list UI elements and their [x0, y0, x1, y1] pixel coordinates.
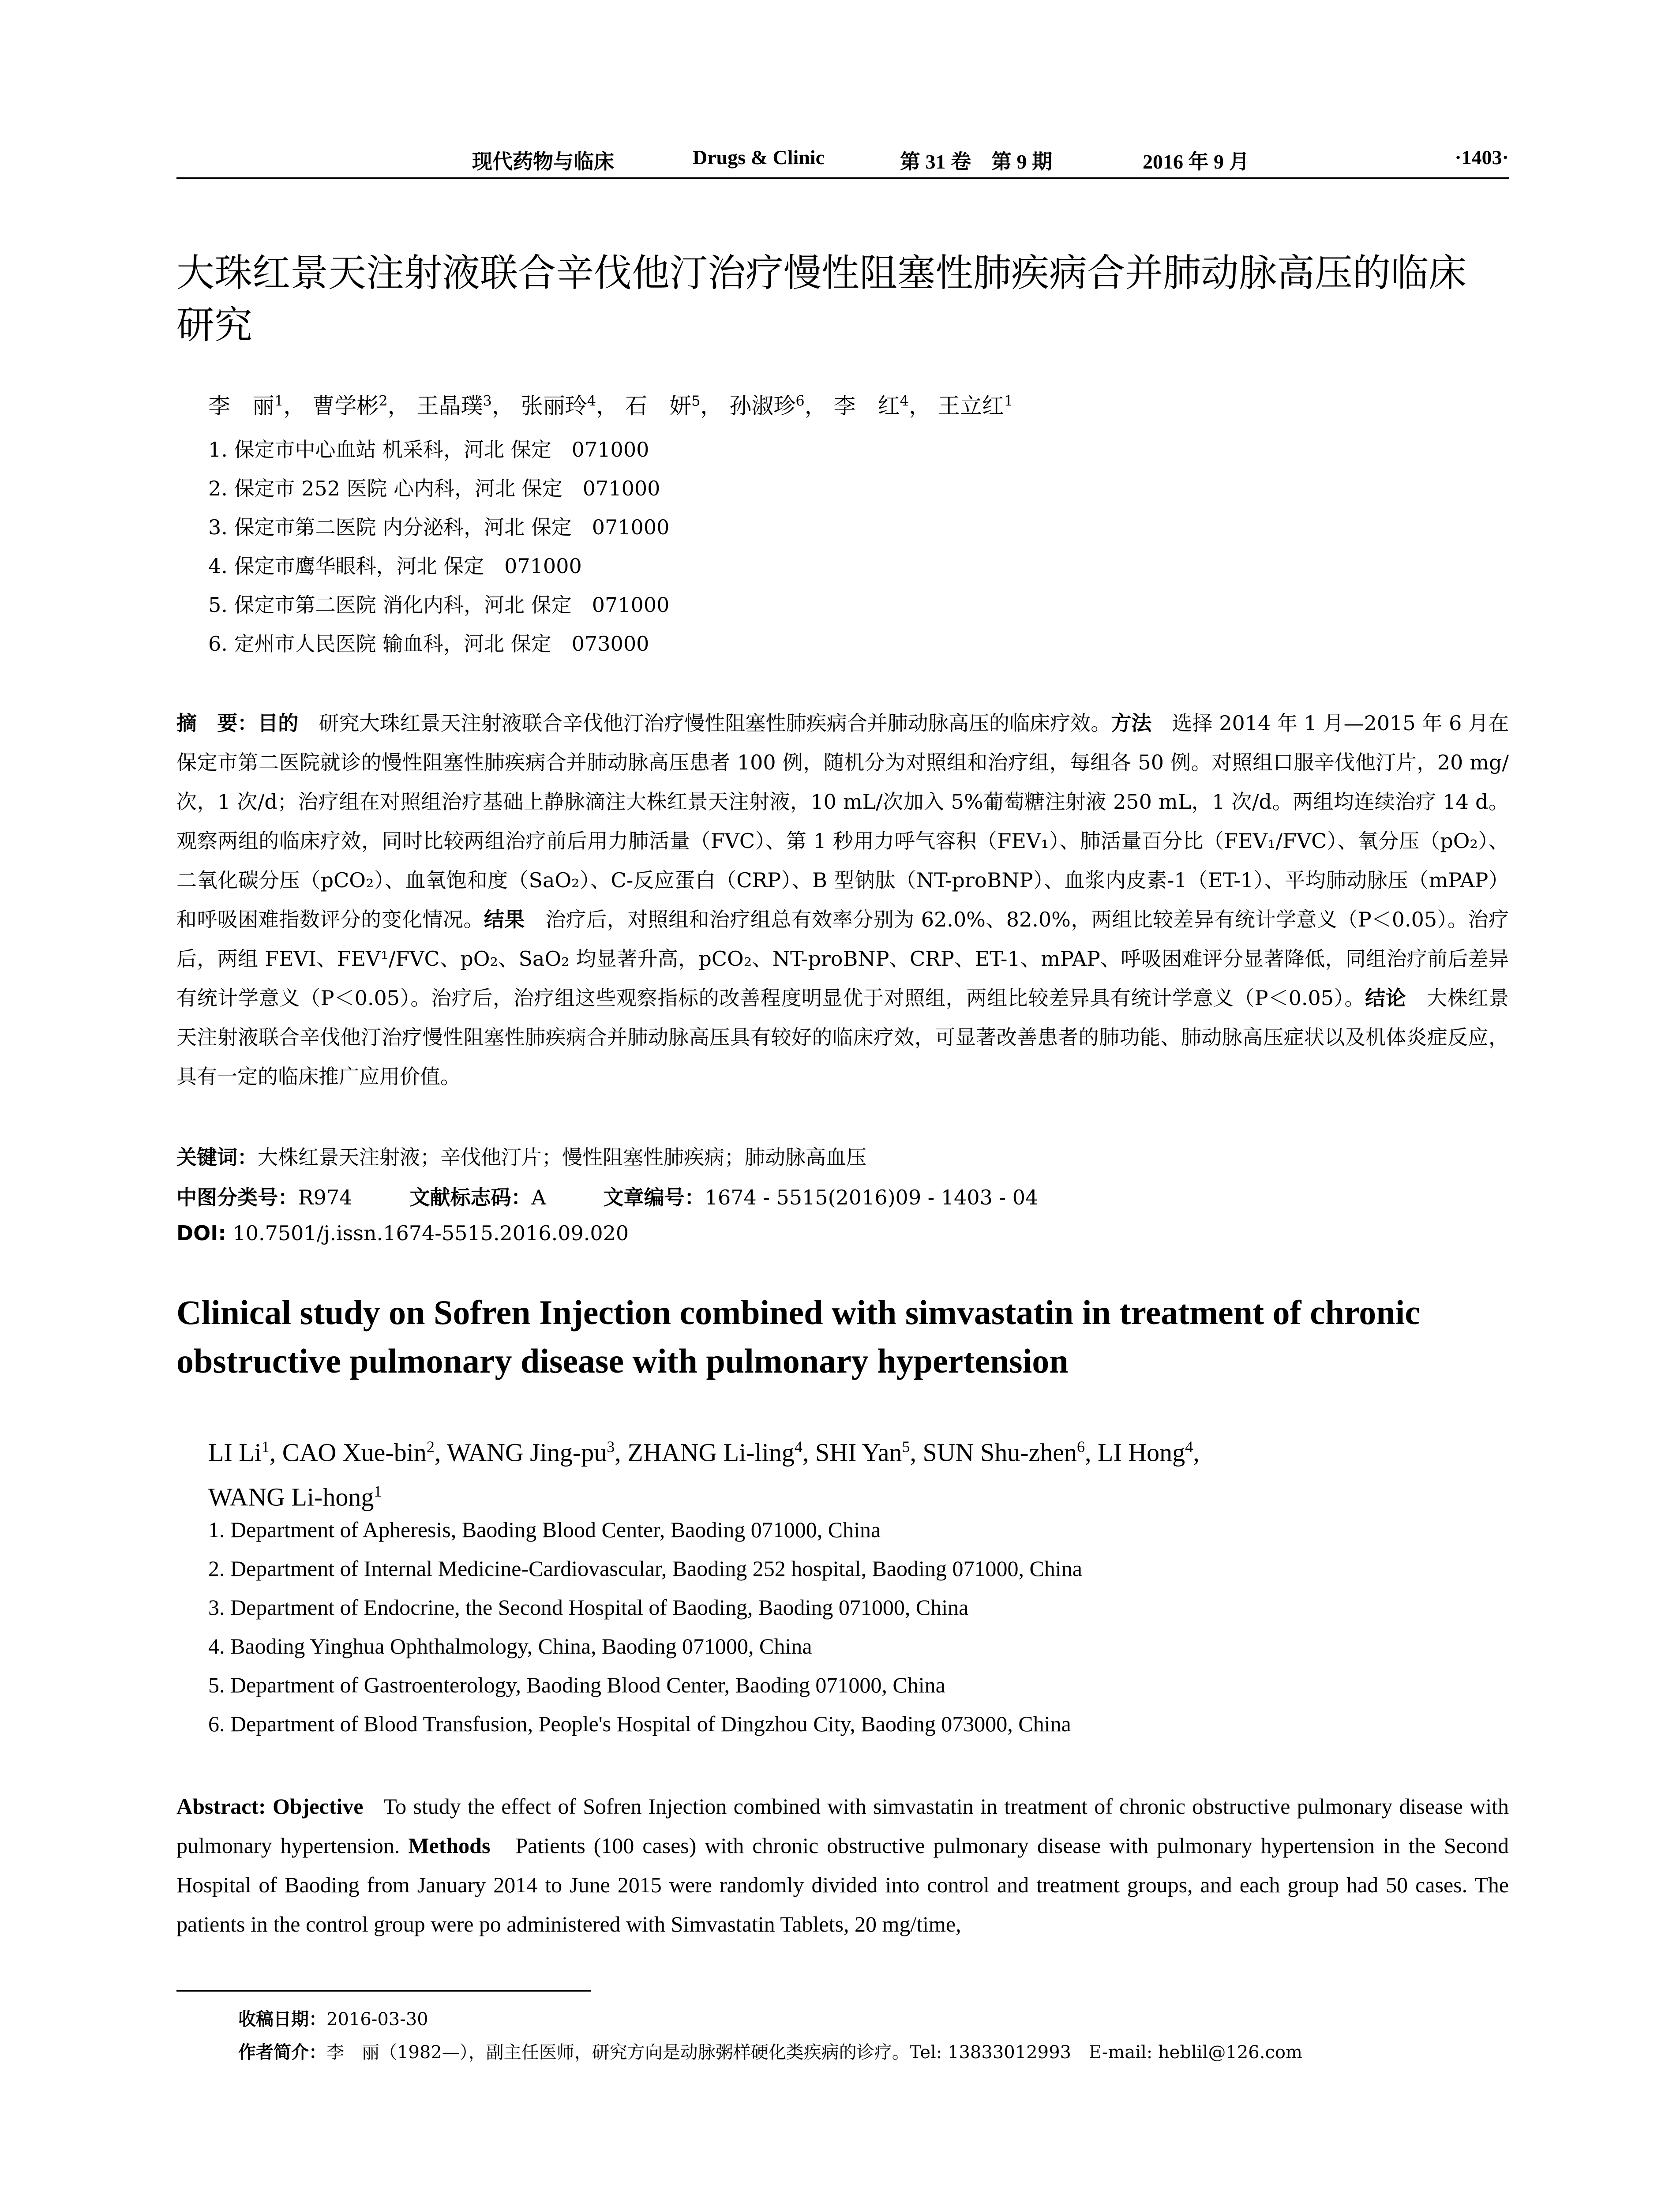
author-name: LI Hong: [1098, 1438, 1185, 1467]
author-name: 孙淑珍: [729, 393, 796, 419]
affiliation-item: 4. Baoding Yinghua Ophthalmology, China, Baoding 071000, China: [208, 1634, 812, 1658]
doi-line: [176, 1221, 629, 1245]
affiliation-list-en: [208, 1510, 1082, 1743]
author-name: CAO Xue-bin: [282, 1438, 427, 1467]
methods-label: 方法: [1111, 711, 1152, 735]
conclusion-label: 结论: [1365, 986, 1406, 1010]
author-affil-mark: 1: [261, 1438, 270, 1456]
author-affil-mark: 1: [1004, 392, 1013, 409]
objective-label: 目的: [258, 711, 299, 735]
doc-code-label: 文献标志码：: [409, 1186, 532, 1209]
author-name: 石 妍: [625, 393, 692, 419]
article-no-value: 1674 - 5515(2016)09 - 1403 - 04: [705, 1186, 1039, 1209]
affiliation-item: 3. 保定市第二医院 内分泌科，河北 保定 071000: [208, 515, 670, 539]
volume-issue: 第 31 卷 第 9 期: [900, 150, 1052, 173]
article-no-label: 文章编号：: [603, 1186, 705, 1209]
abstract-label: Abstract:: [176, 1794, 266, 1819]
author-affil-mark: 2: [379, 392, 388, 409]
author-name: WANG Li-hong: [208, 1482, 374, 1512]
affiliation-item: 2. Department of Internal Medicine-Cardiovascular, Baoding 252 hospital, Baoding 071000, China: [208, 1556, 1082, 1581]
affiliation-item: 4. 保定市鹰华眼科，河北 保定 071000: [208, 554, 582, 578]
author-affil-mark: 2: [426, 1438, 435, 1456]
results-text: 治疗后，对照组和治疗组总有效率分别为 62.0%、82.0%，两组比较差异有统计学意义（P＜0.05）。治疗后，两组 FEVI、FEV¹/FVC、pO₂、SaO₂ 均显著升高，pCO₂、NT-proBNP、CRP、ET-1、mPAP、呼吸困难评分显著降低，同组治疗前后差异有统计学意义（P＜0.05）。治疗后，治疗组这些观察指标的改善程度明显优于对照组，两组比较差异具有统计学意义（P＜0.05）。: [176, 908, 1509, 1010]
results-label: 结果: [484, 908, 525, 931]
author-name: SHI Yan: [815, 1438, 902, 1467]
author-affil-mark: 6: [1077, 1438, 1085, 1456]
author-name: LI Li: [208, 1438, 262, 1467]
author-affil-mark: 3: [607, 1438, 615, 1456]
affiliation-item: 1. Department of Apheresis, Baoding Blood Center, Baoding 071000, China: [208, 1517, 881, 1542]
author-affil-mark: 3: [483, 392, 492, 409]
author-name: SUN Shu-zhen: [922, 1438, 1077, 1467]
page-number: ·1403·: [1455, 146, 1509, 169]
affiliation-item: 5. 保定市第二医院 消化内科，河北 保定 071000: [208, 593, 670, 617]
classification-line: [176, 1182, 1038, 1211]
author-name: 张丽玲: [521, 393, 587, 419]
author-affil-mark: 1: [374, 1482, 382, 1501]
author-affil-mark: 1: [274, 392, 284, 409]
abstract-cn: [176, 704, 1509, 1096]
author-list-cn: 李 丽$^1$， 曹学彬$^2$， 王晶璞$^3$， 张丽玲$^4$， 石 妍$^5$， 孙淑珍$^6$， 李 红$^4$， 王立红$^1$: [208, 392, 1013, 419]
title-en: Clinical study on Sofren Injection combined with simvastatin in treatment of chronic obstructive pulmonary disease with pulmonary hypertension: [176, 1293, 1420, 1380]
author-name: ZHANG Li-ling: [627, 1438, 795, 1467]
journal-name-en: Drugs & Clinic: [693, 146, 825, 169]
author-name: 王晶璞: [416, 393, 483, 419]
author-name: 王立红: [938, 393, 1004, 419]
affiliation-item: 3. Department of Endocrine, the Second Hospital of Baoding, Baoding 071000, China: [208, 1595, 969, 1620]
author-bio-label: 作者简介：: [238, 2042, 326, 2063]
abstract-en: [176, 1787, 1509, 1944]
author-name: WANG Jing-pu: [446, 1438, 607, 1467]
author-list-en: LI Li$^1$, CAO Xue-bin$^2$, WANG Jing-$pu^3$, ZHANG Li-ling$^4$, SHI Yan$^5$, SUN Shu-zhen$^6$, LI Hong$^4$, WANG Li-hong$^1$: [208, 1438, 1200, 1512]
affiliation-item: 2. 保定市 252 医院 心内科，河北 保定 071000: [208, 476, 660, 500]
objective-text: 研究大珠红景天注射液联合辛伐他汀治疗慢性阻塞性肺疾病合并肺动脉高压的临床疗效。: [319, 711, 1111, 735]
author-affil-mark: 4: [1185, 1438, 1193, 1456]
author-name: 李 丽: [208, 393, 274, 419]
objective-text: To study the effect of Sofren Injection combined with simvastatin in treatment of chronic obstructive pulmonary disease with pulmonary hypertension.: [176, 1794, 1509, 1858]
author-affil-mark: 4: [794, 1438, 802, 1456]
author-affil-mark: 5: [691, 392, 701, 409]
keywords-text: 大株红景天注射液；辛伐他汀片；慢性阻塞性肺疾病；肺动脉高血压: [258, 1145, 866, 1169]
footnote-divider: [176, 1990, 591, 1992]
abstract-label: 摘 要：: [176, 711, 258, 735]
received-date-note: [238, 2005, 428, 2030]
journal-name-cn: 现代药物与临床: [472, 150, 614, 173]
author-bio-text: 李 丽（1982—），副主任医师，研究方向是动脉粥样硬化类疾病的诊疗。Tel: 13833012993 E-mail: heblil@126.com: [326, 2042, 1302, 2063]
header-divider: [176, 177, 1509, 179]
author-affil-mark: 6: [795, 392, 805, 409]
affiliation-item: 6. 定州市人民医院 输血科，河北 保定 073000: [208, 632, 649, 656]
affiliation-item: 6. Department of Blood Transfusion, People's Hospital of Dingzhou City, Baoding 073000, China: [208, 1711, 1071, 1736]
author-name: 曹学彬: [312, 393, 379, 419]
running-header: [176, 142, 1509, 173]
clc-label: 中图分类号：: [176, 1186, 298, 1209]
author-affil-mark: 4: [587, 392, 596, 409]
author-name: 李 红: [833, 393, 900, 419]
methods-text: Patients (100 cases) with chronic obstructive pulmonary disease with pulmonary hypertension in the Second Hospital of Baoding from January 2014 to June 2015 were randomly divided into control and treatment groups, and each group had 50 cases. The patients in the control group were po administered with Simvastatin Tablets, 20 mg/time,: [176, 1833, 1509, 1936]
methods-label: Methods: [408, 1833, 491, 1858]
doc-code-value: A: [531, 1186, 546, 1209]
conclusion-text: 大株红景天注射液联合辛伐他汀治疗慢性阻塞性肺疾病合并肺动脉高压具有较好的临床疗效，可显著改善患者的肺功能、肺动脉高压症状以及机体炎症反应，具有一定的临床推广应用价值。: [176, 986, 1509, 1088]
keywords-label: 关键词：: [176, 1145, 258, 1169]
objective-label: Objective: [272, 1794, 364, 1819]
doi-label: DOI:: [176, 1221, 226, 1245]
author-affil-mark: 5: [902, 1438, 910, 1456]
publication-date: 2016 年 9 月: [1143, 150, 1249, 173]
doi-value: 10.7501/j.issn.1674-5515.2016.09.020: [232, 1221, 629, 1245]
methods-text: 选择 2014 年 1 月—2015 年 6 月在保定市第二医院就诊的慢性阻塞性肺疾病合并肺动脉高压患者 100 例，随机分为对照组和治疗组，每组各 50 例。对照组口服辛伐他汀片，20 mg/次，1 次/d；治疗组在对照组治疗基础上静脉滴注大株红景天注射液，10 mL/次加入 5%葡萄糖注射液 250 mL，1 次/d。两组均连续治疗 14 d。观察两组的临床疗效，同时比较两组治疗前后用力肺活量（FVC）、第 1 秒用力呼气容积（FEV₁）、肺活量百分比（FEV₁/FVC）、氧分压（pO₂）、二氧化碳分压（pCO₂）、血氧饱和度（SaO₂）、C-反应蛋白（CRP）、B 型钠肽（NT-proBNP）、血浆内皮素-1（ET-1）、平均肺动脉压（mPAP）和呼吸困难指数评分的变化情况。: [176, 711, 1509, 931]
clc-value: R974: [298, 1186, 352, 1209]
received-label: 收稿日期：: [238, 2009, 326, 2030]
affiliation-item: 1. 保定市中心血站 机采科，河北 保定 071000: [208, 438, 649, 461]
affiliation-list-cn: [208, 430, 669, 663]
keywords-cn: [176, 1141, 866, 1171]
received-value: 2016-03-30: [326, 2009, 428, 2030]
affiliation-item: 5. Department of Gastroenterology, Baoding Blood Center, Baoding 071000, China: [208, 1673, 945, 1697]
title-cn: 大珠红景天注射液联合辛伐他汀治疗慢性阻塞性肺疾病合并肺动脉高压的临床研究: [176, 251, 1466, 347]
author-affil-mark: 4: [900, 392, 909, 409]
author-bio-note: [238, 2038, 1302, 2063]
